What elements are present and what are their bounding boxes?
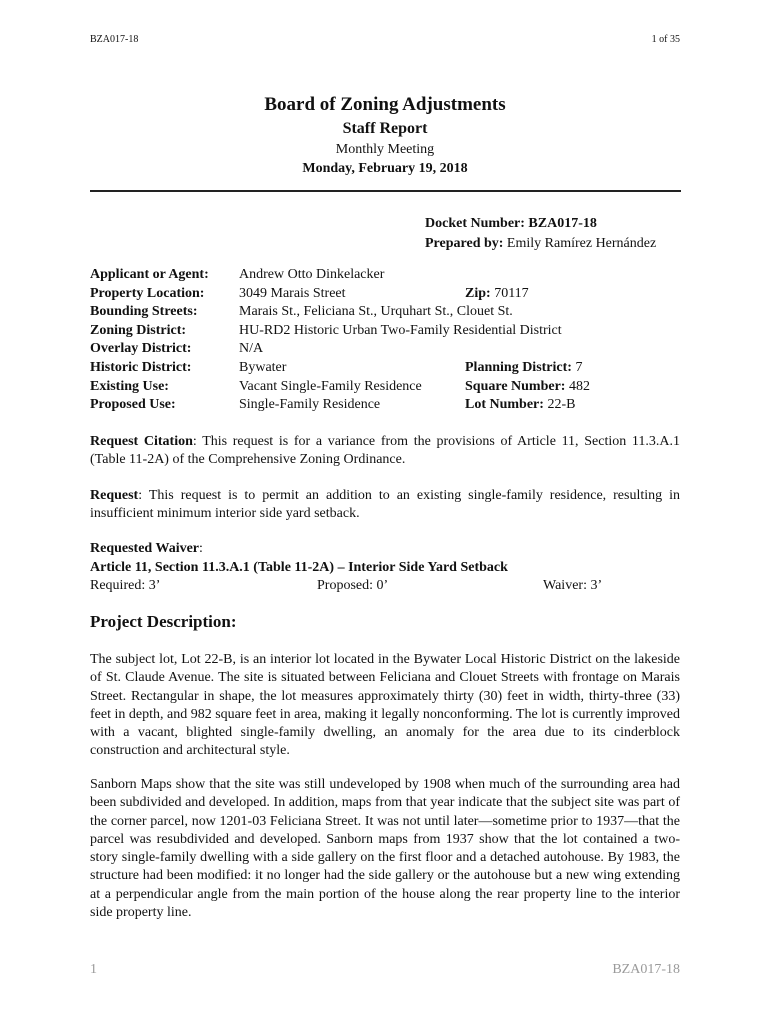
info-label: Zoning District: xyxy=(90,322,187,338)
waiver-values-row xyxy=(90,577,680,596)
info-value: Marais St., Feliciana St., Urquhart St., Clouet St. xyxy=(239,304,513,320)
waiver-label: Requested Waiver xyxy=(90,541,200,556)
info-value: HU-RD2 Historic Urban Two-Family Residential District xyxy=(239,322,562,338)
prepared-by: Emily Ramírez Hernández xyxy=(506,236,657,251)
footer-page-number: 1 xyxy=(90,962,97,977)
info-extra xyxy=(465,378,590,397)
page-footer xyxy=(90,962,680,982)
docket-number-label: Docket Number: xyxy=(425,216,525,231)
docket-number-line xyxy=(425,214,656,234)
meeting-type: Monthly Meeting xyxy=(335,142,435,157)
info-extra xyxy=(465,359,582,378)
info-label: Applicant or Agent: xyxy=(90,267,209,282)
waiver-colon: : xyxy=(199,541,203,556)
request-citation-text: : This request is for a variance from the provisions of Article 11, Section 11.3.A.1 (Table 11-2A) of the Comprehensive Zoning Ordinance. xyxy=(90,434,680,468)
info-row-applicant xyxy=(90,266,680,285)
info-extra-label: Planning District: xyxy=(465,359,572,375)
prepared-by-line xyxy=(425,234,656,254)
info-label: Proposed Use: xyxy=(90,397,176,413)
request-label: Request xyxy=(90,488,139,503)
info-label: Bounding Streets: xyxy=(90,304,198,320)
info-extra-value: 482 xyxy=(568,378,590,394)
info-value: 3049 Marais Street xyxy=(239,285,346,301)
info-row-existing-use xyxy=(90,378,680,397)
info-extra-label: Zip: xyxy=(465,285,491,301)
info-extra xyxy=(465,396,575,415)
docket-block xyxy=(425,214,656,254)
page-header xyxy=(90,34,680,50)
meeting-date: Monday, February 19, 2018 xyxy=(302,161,468,176)
requested-waiver-block xyxy=(90,540,680,596)
info-value: N/A xyxy=(239,341,264,357)
request-citation-paragraph xyxy=(90,433,680,470)
info-label: Existing Use: xyxy=(90,378,169,394)
info-extra-value: 70117 xyxy=(494,285,529,301)
info-row-overlay xyxy=(90,340,680,359)
waiver-proposed: Proposed: 0’ xyxy=(317,578,389,593)
project-paragraph-1: The subject lot, Lot 22-B, is an interior lot located in the Bywater Local Historic District on the lakeside of St. Claude Avenue. The site is situated between Feliciana and Clouet Streets with frontage on Marais Street. Rectangular in shape, the lot measures approximately thirty (30) feet in width, thirty-three (33) feet in depth, and 982 square feet in area, making it legally nonconforming. The lot is currently improved with a vacant, blighted single-family dwelling, an anomaly for the area due to its cinderblock construction and architectural style. xyxy=(90,652,680,759)
title-block xyxy=(90,92,680,178)
waiver-required: Required: 3’ xyxy=(90,578,161,593)
info-extra-value: 22-B xyxy=(547,397,576,413)
info-extra-label: Square Number: xyxy=(465,378,566,394)
info-extra-label: Lot Number: xyxy=(465,397,544,413)
info-value: Bywater xyxy=(239,359,287,375)
waiver-article: Article 11, Section 11.3.A.1 (Table 11-2A) – Interior Side Yard Setback xyxy=(90,559,508,575)
document-title: Board of Zoning Adjustments xyxy=(264,94,506,115)
info-row-proposed-use xyxy=(90,396,680,415)
info-extra xyxy=(465,285,529,304)
info-extra-value: 7 xyxy=(575,359,583,375)
project-description-heading: Project Description: xyxy=(90,612,237,631)
waiver-heading xyxy=(90,540,680,559)
title-divider xyxy=(90,190,681,192)
info-row-zoning xyxy=(90,322,680,341)
prepared-by-label: Prepared by: xyxy=(425,236,504,251)
info-label: Overlay District: xyxy=(90,341,192,357)
info-row-bounding-streets xyxy=(90,303,680,322)
property-info-table xyxy=(90,266,680,415)
document-subtitle: Staff Report xyxy=(342,120,428,137)
project-paragraph-2: Sanborn Maps show that the site was still undeveloped by 1908 when much of the surrounding area had been subdivided and developed. In addition, maps from that year indicate that the subject site was part of the corner parcel, now 1201-03 Feliciana Street. It was not until later—sometime prior to 1937—that the parcel was resubdivided and developed. Sanborn maps from 1937 show that the lot contained a two-story single-family dwelling with a side gallery on the first floor and a detached autohouse. By 1983, the structure had been modified: it no longer had the side gallery or the autohouse but a new wing extending at a perpendicular angle from the main portion of the house along the rear property line to the interior side property line. xyxy=(90,777,680,921)
info-value: Vacant Single-Family Residence xyxy=(239,378,422,394)
info-value: Andrew Otto Dinkelacker xyxy=(239,267,385,282)
info-label: Historic District: xyxy=(90,359,192,375)
docket-number: BZA017-18 xyxy=(528,216,597,231)
info-row-historic xyxy=(90,359,680,378)
info-row-location xyxy=(90,285,680,304)
footer-doc-id: BZA017-18 xyxy=(612,962,680,977)
header-doc-id: BZA017-18 xyxy=(90,34,139,45)
request-paragraph xyxy=(90,487,680,524)
info-value: Single-Family Residence xyxy=(239,397,381,413)
info-label: Property Location: xyxy=(90,285,205,301)
waiver-amount: Waiver: 3’ xyxy=(543,578,603,593)
header-page-label: 1 of 35 xyxy=(651,34,680,45)
request-citation-label: Request Citation xyxy=(90,434,193,449)
request-text: : This request is to permit an addition to an existing single-family residence, resulting in insufficient minimum interior side yard setback. xyxy=(90,488,680,522)
